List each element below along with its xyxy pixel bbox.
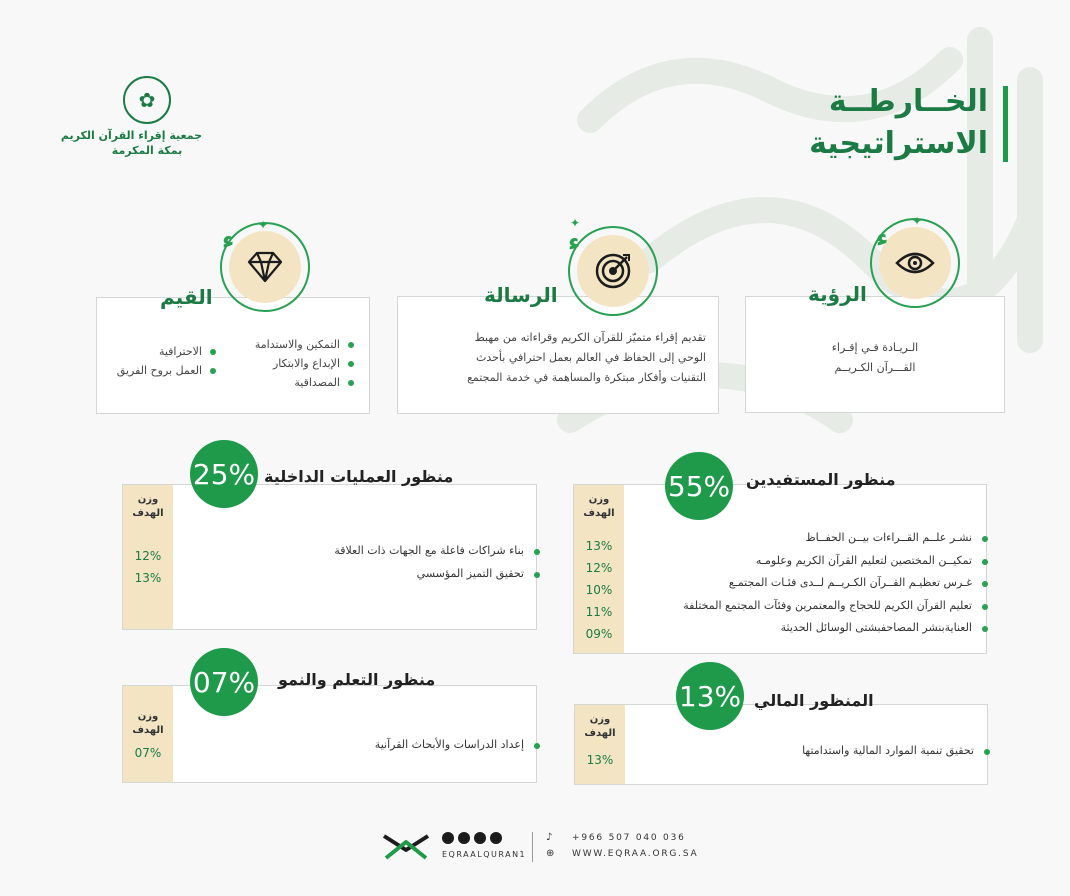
- internal-percent-badge: 25%: [190, 440, 258, 508]
- weight-value: 12%: [585, 561, 613, 575]
- list-item: نشـر علــم القــراءات بيــن الحفــاظ: [630, 527, 988, 550]
- beneficiaries-percent-badge: 55%: [665, 452, 733, 520]
- weight-header: وزن الهدف: [132, 494, 164, 519]
- footer-divider: [532, 832, 533, 862]
- facebook-icon[interactable]: [474, 832, 486, 844]
- snapchat-icon[interactable]: [458, 832, 470, 844]
- footer: [380, 828, 700, 868]
- weight-value: 09%: [585, 627, 613, 641]
- weight-value: 13%: [585, 539, 613, 553]
- values-letter-mark: ء: [222, 226, 235, 254]
- footer-logo-icon: [380, 830, 432, 862]
- vision-text: الـريـادة فـي إقـراء القـــرآن الكـريــم: [831, 341, 919, 374]
- weight-value: 13%: [586, 753, 614, 767]
- weight-value: 10%: [585, 583, 613, 597]
- list-item: الاحترافية: [92, 342, 216, 361]
- learning-list: [350, 734, 540, 757]
- weight-value: 13%: [134, 571, 162, 585]
- social-icons: [442, 832, 502, 844]
- weight-value: 11%: [585, 605, 613, 619]
- list-item: تمكيــن المختصين لتعليم القرآن الكريم وعلومـه: [630, 550, 988, 573]
- beneficiaries-weight-column: [574, 485, 624, 653]
- learning-percent-badge: 07%: [190, 648, 258, 716]
- values-title: القيم: [160, 285, 213, 309]
- mission-title: الرسالة: [484, 283, 558, 307]
- list-item: تحقيق تنمية الموارد المالية واستدامتها: [760, 740, 990, 763]
- financial-weight-column: [575, 705, 625, 784]
- org-name-line1: جمعية إقراء القرآن الكريم: [60, 129, 202, 142]
- org-logo: [60, 76, 202, 158]
- list-item: العمل بروح الفريق: [92, 361, 216, 380]
- beneficiaries-title: منظور المستفيدين: [746, 470, 896, 489]
- eye-icon: [879, 227, 951, 299]
- vision-title: الرؤية: [808, 282, 867, 306]
- mission-letter-mark: ء: [568, 228, 581, 256]
- list-item: تحقيق التميز المؤسسي: [300, 563, 540, 586]
- title-line2: الاستراتيجية: [809, 126, 988, 161]
- list-item: المصداقية: [250, 373, 354, 392]
- learning-title: منظور التعلم والنمو: [278, 670, 436, 689]
- weight-header: وزن الهدف: [584, 714, 616, 739]
- list-item: التمكين والاستدامة: [250, 335, 354, 354]
- weight-value: 07%: [134, 746, 162, 760]
- globe-icon: ⊕: [546, 848, 555, 859]
- financial-title: المنظور المالي: [754, 691, 874, 710]
- values-list-left: [92, 342, 216, 380]
- phone-icon: ♪: [546, 832, 553, 843]
- weight-value: 12%: [134, 549, 162, 563]
- financial-list: [760, 740, 990, 763]
- diamond-icon: [229, 231, 301, 303]
- vision-letter-mark: ء: [876, 224, 889, 252]
- website-link[interactable]: WWW.EQRAA.ORG.SA: [572, 849, 699, 859]
- title-accent-bar: [1003, 86, 1008, 162]
- weight-header: وزن الهدف: [132, 711, 164, 736]
- sparkle-icon: ✦: [912, 214, 923, 228]
- sparkle-icon: ✦: [570, 216, 581, 230]
- learning-weight-column: [123, 686, 173, 782]
- instagram-icon[interactable]: [442, 832, 454, 844]
- beneficiaries-list: [630, 527, 988, 640]
- page-title: [748, 84, 1008, 164]
- org-name-line2: بمكة المكرمة: [111, 144, 183, 157]
- list-item: غـرس تعظيـم القــرآن الكـريــم لــدى فئـات المجتمـع: [630, 572, 988, 595]
- social-handle: EQRAALQURAN1: [442, 850, 527, 859]
- mission-icon-ring: [568, 226, 658, 316]
- list-item: العنايةبنشر المصاحفبشتى الوسائل الحديثة: [630, 617, 988, 640]
- list-item: بناء شراكات فاعلة مع الجهات ذات العلاقة: [300, 540, 540, 563]
- financial-percent-badge: 13%: [676, 662, 744, 730]
- weight-header: وزن الهدف: [583, 494, 615, 519]
- twitter-icon[interactable]: [490, 832, 502, 844]
- internal-weight-column: [123, 485, 173, 629]
- internal-list: [300, 540, 540, 585]
- list-item: تعليم القرآن الكريم للحجاج والمعتمرين وفئآت المجتمع المختلفة: [630, 595, 988, 618]
- mission-text: تقديم إقراء متميّز للقرآن الكريم وقراءاته من مهبط الوحي إلى الحفاظ في العالم بعمل احترافي بأحدث التقنيات وأفكار مبتكرة والمساهمة في خدمة المجتمع: [467, 331, 706, 384]
- values-list-right: [250, 335, 354, 392]
- list-item: إعداد الدراسات والأبحاث القرآنية: [350, 734, 540, 757]
- internal-title: منظور العمليات الداخلية: [264, 467, 454, 486]
- title-line1: الخــارطــة: [828, 84, 988, 119]
- sparkle-icon: ✦: [258, 218, 269, 232]
- target-icon: [577, 235, 649, 307]
- list-item: الإبداع والابتكار: [250, 354, 354, 373]
- org-emblem-icon: ✿: [123, 76, 171, 124]
- phone-number[interactable]: +966 507 040 036: [572, 833, 686, 843]
